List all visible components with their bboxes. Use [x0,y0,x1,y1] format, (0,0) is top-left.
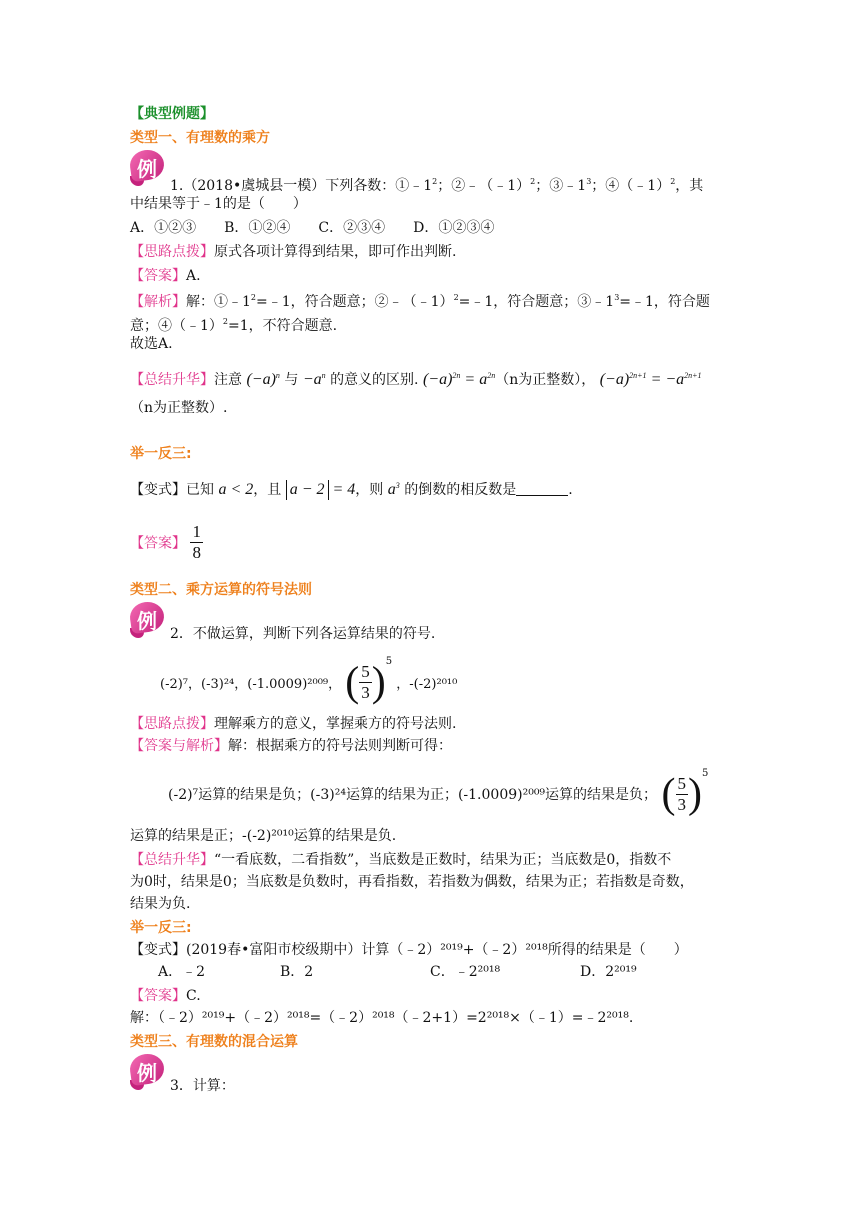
variant-2-option-a: A．﹣2 [158,964,206,980]
variant-1: 【变式】已知 a < 2，且 a − 2 = 4，则 $a^3$ 的倒数的相反数是 . [130,481,573,498]
answer-blank [516,481,568,496]
variant-2: 【变式】(2019春•富阳市校级期中）计算（﹣2）²⁰¹⁹+（﹣2）²⁰¹⁸所得的结果是（ ） [130,942,688,958]
hint-2: 【思路点拨】理解乘方的意义，掌握乘方的符号法则. [130,716,457,732]
analysis-1-line1: 【解析】解：$①﹣1^2=﹣1$，符合题意；②﹣（﹣1）$^2$=﹣1，符合题意；$③﹣1^3=﹣1$，符合题 [130,293,710,310]
summary-1-line2: （n为正整数）. [130,400,228,416]
example-badge-icon: 例 [130,602,168,640]
type2-title: 类型二、乘方运算的符号法则 [130,582,312,598]
summary-2-line3: 结果为负. [130,896,191,912]
analysis-1-line2: 意；④（﹣1）$^2$=1，不符合题意. [130,317,338,334]
result-2-line2: 运算的结果是正；-(-2)²⁰¹⁰运算的结果是负. [130,828,397,844]
variant-2-option-c: C．﹣2²⁰¹⁸ [430,964,501,980]
type1-title: 类型一、有理数的乘方 [130,130,270,146]
question-1-options: A．①②③ B．①②④ C．②③④ D．①②③④ [130,220,495,236]
answer-variant-2: 【答案】C. [130,988,201,1004]
variant-2-option-b: B．2 [280,964,314,980]
question-3: 3．计算： [170,1078,235,1094]
analysis-1-line3: 故选A. [130,336,173,352]
variant-2-option-d: D．2²⁰¹⁹ [580,964,637,980]
question-1-line1: 1.（2018•虞城县一模）下列各数：$①﹣1^2$；②﹣（﹣1）$^2$；$③﹣1^3$；④（﹣1）$^2$，其 [170,177,704,194]
summary-2-line1: 【总结升华】“一看底数，二看指数”，当底数是正数时，结果为正；当底数是0，指数不 [130,852,672,868]
answer-fraction: $\frac{1}{8}$ [192,522,201,562]
hint-1: 【思路点拨】原式各项计算得到结果，即可作出判断. [130,244,457,260]
answer-1: 【答案】A. [130,268,201,284]
question-1-line2: 中结果等于﹣1的是（ ） [130,196,307,212]
example-badge-icon: 例 [130,1054,168,1092]
drill-title-1: 举一反三: [130,446,192,462]
answer-2: 【答案与解析】解：根据乘方的符号法则判断可得： [130,738,452,754]
example-badge-icon: 例 [130,150,168,188]
variant-1-answer: 【答案】 $\frac{1}{8}$ [130,522,201,562]
solution-variant-2: 解：（﹣2）²⁰¹⁹+（﹣2）²⁰¹⁸=（﹣2）²⁰¹⁸（﹣2+1）=2²⁰¹⁸×（﹣1）=﹣2²⁰¹⁸. [130,1010,634,1026]
question-2-expressions: (-2)⁷，(-3)²⁴，(-1.0009)²⁰⁰⁹， ( $\frac{5}{3}$ )$^5$ ，-(-2)²⁰¹⁰ [160,656,458,706]
type3-title: 类型三、有理数的混合运算 [130,1034,298,1050]
summary-2-line2: 为0时，结果是0；当底数是负数时，再看指数，若指数为偶数，结果为正；若指数是奇数， [130,874,694,890]
drill-title-2: 举一反三: [130,920,192,936]
question-2: 2．不做运算，判断下列各运算结果的符号. [170,626,436,642]
section-header: 【典型例题】 [130,106,214,122]
summary-1-line1: 【总结升华】注意 $(-a)^n$ 与 $-a^n$ 的意义的区别. $(-a)^{2n} = a^{2n}(n$为正整数）， $(-a)^{2n+1} = -a^{2n+1}$ [130,371,702,388]
result-2-line1: (-2)⁷运算的结果是负；(-3)²⁴运算的结果为正；(-1.0009)²⁰⁰⁹运算的结果是负； ( $\frac{5}{3}$ )$^5$ [168,768,709,817]
